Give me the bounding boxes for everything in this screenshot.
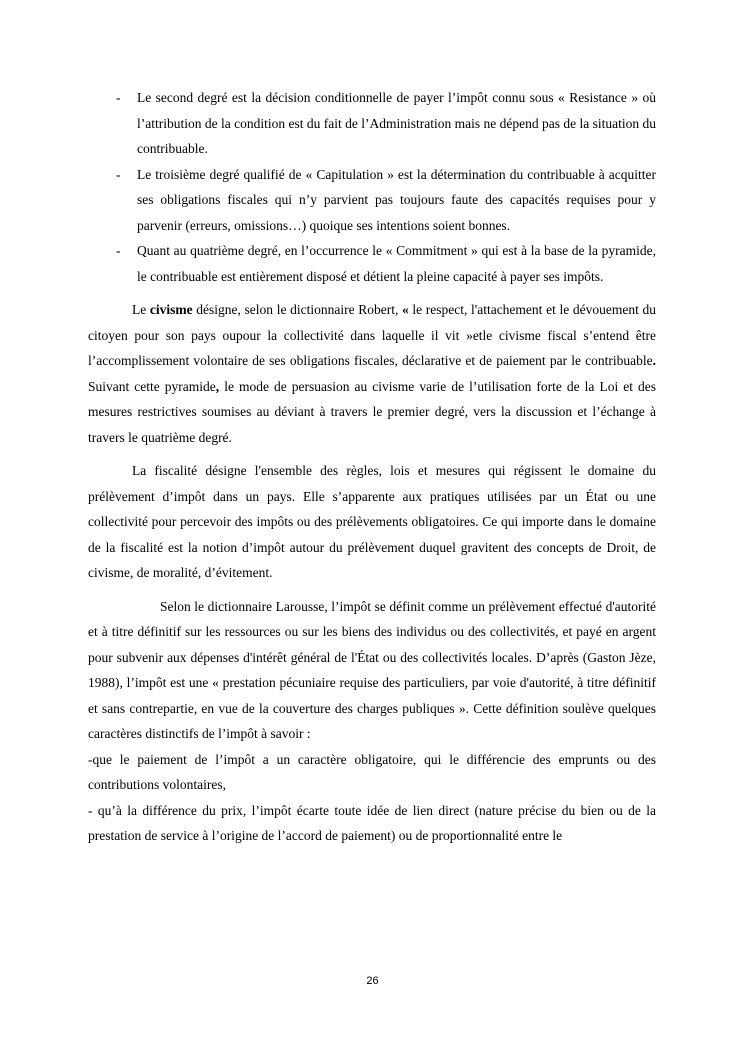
civisme-period: .: [652, 353, 656, 368]
list-item-text: Quant au quatrième degré, en l’occurrence le « Commitment » qui est à la base de la pyramide, le contribuable est entièrement disposé et détient la pleine capacité à payer ses impôts.: [137, 243, 656, 284]
list-item: [88, 162, 656, 239]
civisme-text-2: le respect, l'attachement et le dévouement du citoyen pour son pays oupour la collectivité dans laquelle il vit »etle civisme fiscal s’entend être l’accomplissement volontaire de ses obligations fiscales, déclarative et de paiement par le contribuable: [88, 302, 656, 368]
page-number: 26: [366, 975, 379, 987]
list-item: [88, 238, 656, 289]
civisme-comma: ,: [215, 378, 220, 394]
fiscalite-paragraph: La fiscalité désigne l'ensemble des règles, lois et mesures qui régissent le domaine du prélèvement d’impôt dans un pays. Elle s’apparente aux pratiques utilisées par un État ou une collectivité pour percevoir des impôts ou des prélèvements obligatoires. Ce qui importe dans le domaine de la fiscalité est la notion d’impôt autour du prélèvement duquel gravitent des concepts de Droit, de civisme, de moralité, d’évitement.: [88, 463, 656, 580]
list-dash: -: [116, 243, 121, 258]
list-item-text: Le troisième degré qualifié de « Capitulation » est la détermination du contribuable à acquitter ses obligations fiscales qui n’y parvient pas toujours faute des capacités requises pour y parvenir (erreurs, omissions…) quoique ses intentions soient bonnes.: [137, 166, 656, 233]
list-item: [88, 85, 656, 162]
list-dash: -: [116, 90, 121, 105]
civisme-text-4: le mode de persuasion au civisme varie de l’utilisation forte de la Loi et des mesures restrictives soumises au déviant à travers le premier degré, vers la discussion et l’échange à travers le quatrième degré.: [88, 378, 656, 445]
larousse-paragraph: Selon le dictionnaire Larousse, l’impôt se définit comme un prélèvement effectué d'autorité et à titre définitif sur les ressources ou sur les biens des individus ou des collectivités, et payé en argent pour subvenir aux dépenses d'intérêt général de l'État ou des collectivités locales. D’après (Gaston Jèze, 1988), l’impôt est une « prestation pécuniaire requise des particuliers, par voie d'autorité, à titre définitif et sans contrepartie, en vue de la couverture des charges publiques ». Cette définition soulève quelques caractères distinctifs de l’impôt à savoir :: [88, 598, 656, 741]
page-content: [88, 85, 656, 849]
degree-list: [88, 85, 656, 289]
list-dash: -: [116, 166, 121, 182]
list-item-text: Le second degré est la décision conditionnelle de payer l’impôt connu sous « Resistance » où l’attribution de la condition est du fait de l’Administration mais ne dépend pas de la situation du contribuable.: [137, 90, 656, 156]
civisme-open-quote: «: [401, 302, 409, 317]
civisme-text-3: Suivant cette pyramide: [88, 378, 216, 394]
civisme-text-1: désigne, selon le dictionnaire Robert,: [192, 302, 402, 317]
caractere-prix-paragraph: - qu’à la différence du prix, l’impôt écarte toute idée de lien direct (nature précise du bien ou de la prestation de service à l’origine de l’accord de paiement) ou de proportionnalité entre le: [88, 802, 656, 843]
caractere-obligatoire-paragraph: -que le paiement de l’impôt a un caractère obligatoire, qui le différencie des emprunts ou des contributions volontaires,: [88, 751, 656, 792]
civisme-intro: Le: [132, 302, 150, 317]
civisme-paragraph: [88, 297, 656, 450]
civisme-term: civisme: [149, 302, 193, 317]
